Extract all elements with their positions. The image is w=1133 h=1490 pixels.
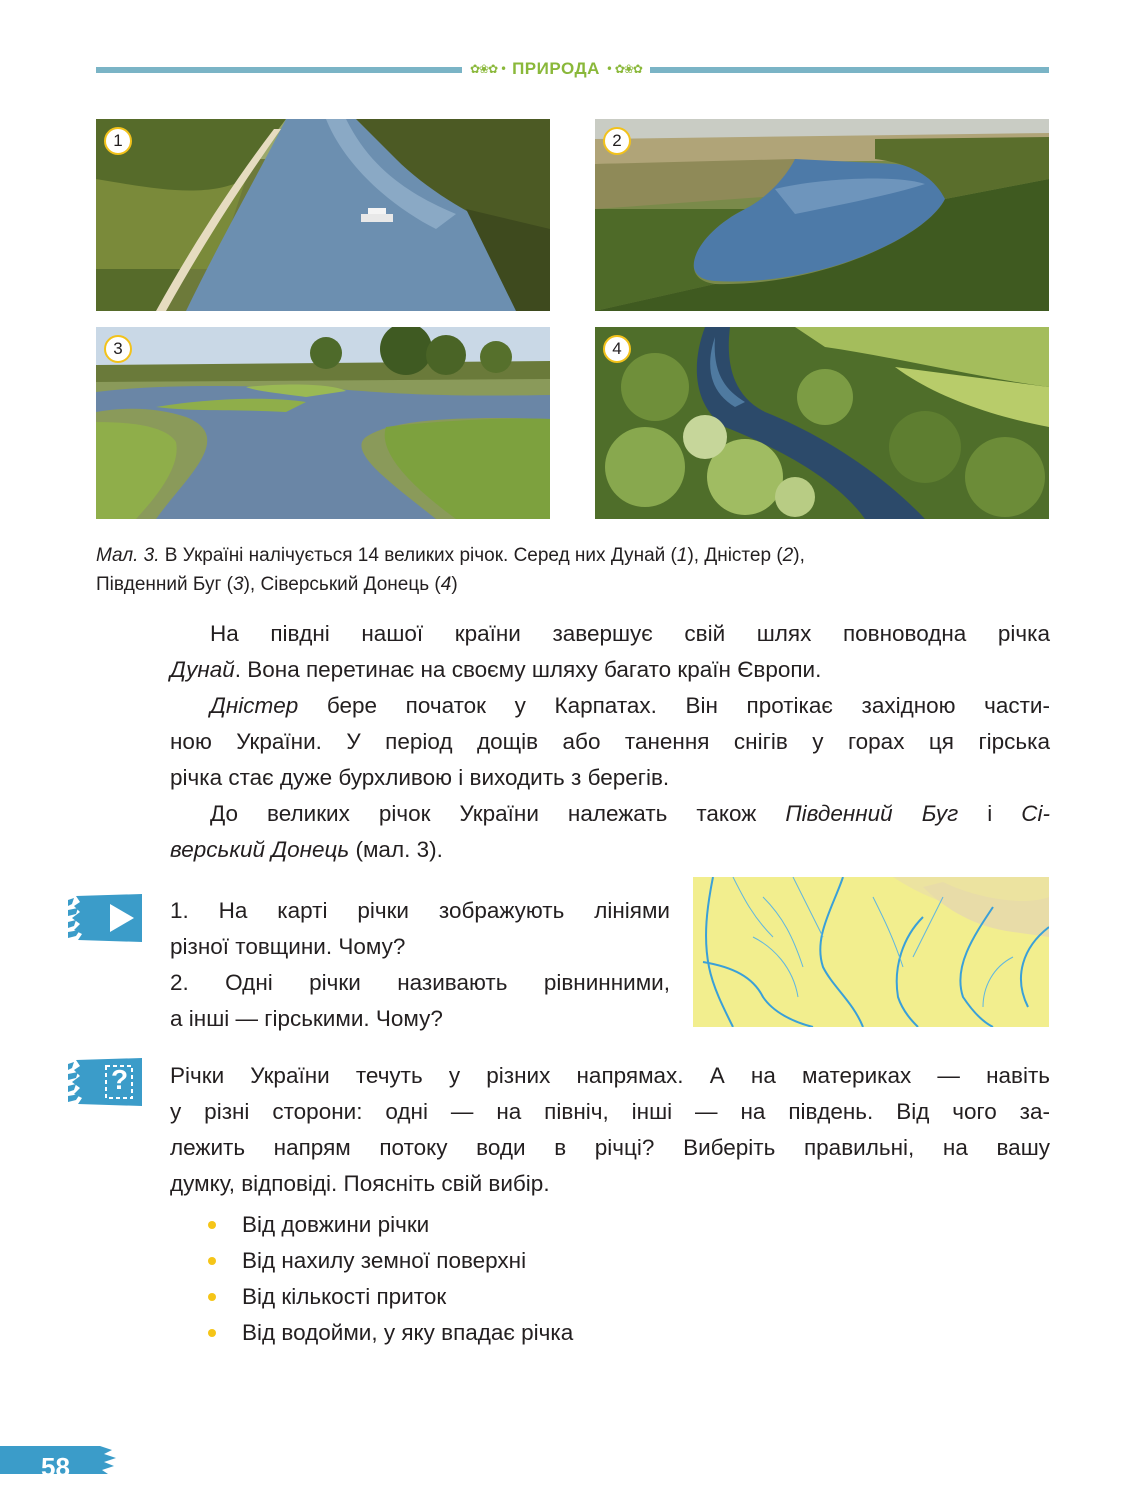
bullet-icon bbox=[208, 1221, 216, 1229]
questions-block bbox=[170, 893, 670, 1037]
task-text bbox=[170, 1058, 1050, 1202]
figure-caption bbox=[96, 541, 1046, 599]
photo-number-badge: 4 bbox=[603, 335, 631, 363]
caption-text: ), Сіверський Донець ( bbox=[243, 574, 441, 595]
answer-option-text: Від нахилу земної поверхні bbox=[242, 1248, 527, 1273]
paragraph-rivers-line1 bbox=[170, 796, 1050, 832]
answer-option bbox=[208, 1207, 573, 1243]
bullet-icon bbox=[208, 1257, 216, 1265]
answer-option bbox=[208, 1243, 573, 1279]
bullet-icon bbox=[208, 1293, 216, 1301]
paragraph-text: . Вона перетинає на своєму шляху багато країн Європи. bbox=[234, 657, 822, 682]
answer-option-text: Від водойми, у яку впадає річка bbox=[242, 1320, 574, 1345]
section-header bbox=[462, 55, 650, 83]
ornament-icon: • ✿❀✿ bbox=[605, 62, 642, 76]
photo-danube bbox=[96, 119, 550, 311]
caption-ref: 3 bbox=[233, 574, 244, 595]
paragraph-danube-line1: На півдні нашої країни завершує свій шлях повноводна річка bbox=[210, 621, 1050, 646]
caption-text: В Україні налічується 14 великих річок. Серед них Дунай ( bbox=[159, 545, 677, 566]
answer-option bbox=[208, 1279, 573, 1315]
photo-number-badge: 2 bbox=[603, 127, 631, 155]
task-line3: лежить напрям потоку води в річці? Виберіть правильні, на вашу bbox=[170, 1135, 1050, 1160]
page-number: 58 bbox=[41, 1452, 70, 1482]
caption-ref: 4 bbox=[440, 574, 452, 595]
question-mark: ? bbox=[111, 1064, 129, 1095]
river-name: Південний Буг bbox=[785, 801, 959, 826]
photo-dniester bbox=[595, 119, 1049, 311]
question-1-line2: різної товщини. Чому? bbox=[170, 934, 406, 959]
caption-text: ), bbox=[793, 545, 805, 566]
photo-number-badge: 3 bbox=[104, 335, 132, 363]
question-2-line2: а інші — гірськими. Чому? bbox=[170, 1006, 443, 1031]
caption-label: Мал. 3. bbox=[96, 545, 160, 566]
paragraph-text: і bbox=[958, 801, 1022, 826]
paragraph-text: бере початок у Карпатах. Він протікає західною части- bbox=[298, 693, 1050, 718]
answer-option-text: Від довжини річки bbox=[242, 1212, 430, 1237]
caption-text: ), Дністер ( bbox=[687, 545, 783, 566]
photo-siverskyi-donets bbox=[595, 327, 1049, 519]
answer-options bbox=[208, 1207, 573, 1351]
task-line2: у різні сторони: одні — на північ, інші — на південь. Від чого за- bbox=[170, 1099, 1050, 1124]
paragraph-rivers-line2 bbox=[170, 832, 1050, 868]
question-1-line1: 1. На карті річки зображують лініями bbox=[170, 898, 670, 923]
paragraph-dniester-line1 bbox=[170, 688, 1050, 724]
paragraph-dniester-line2: ною України. У період дощів або танення снігів у горах ця гірська bbox=[170, 729, 1050, 754]
question-2-line1: 2. Одні річки називають рівнинними, bbox=[170, 970, 670, 995]
caption-ref: 1 bbox=[676, 545, 688, 566]
bullet-icon bbox=[208, 1329, 216, 1337]
caption-text: ) bbox=[451, 574, 458, 595]
river-map bbox=[693, 877, 1049, 1027]
ornament-icon: ✿❀✿ • bbox=[470, 62, 507, 76]
photo-number-badge: 1 bbox=[104, 127, 132, 155]
caption-text: Південний Буг ( bbox=[96, 574, 233, 595]
paragraph-text: До великих річок України належать також bbox=[210, 801, 786, 826]
play-arrow-icon bbox=[68, 894, 142, 942]
paragraph-danube-line2 bbox=[170, 652, 1050, 688]
answer-option bbox=[208, 1315, 573, 1351]
river-name: Сі- bbox=[1021, 801, 1050, 826]
main-text bbox=[170, 616, 1050, 868]
task-line1: Річки України течуть у різних напрямах. А на материках — навіть bbox=[170, 1063, 1050, 1088]
section-title: ПРИРОДА bbox=[512, 59, 600, 78]
river-name: верський Донець bbox=[170, 837, 350, 862]
river-name: Дністер bbox=[210, 693, 299, 718]
question-box-icon bbox=[68, 1058, 142, 1106]
caption-ref: 2 bbox=[782, 545, 794, 566]
paragraph-text: (мал. 3). bbox=[349, 837, 443, 862]
paragraph-dniester-line3: річка стає дуже бурхливою і виходить з берегів. bbox=[170, 765, 670, 790]
answer-option-text: Від кількості приток bbox=[242, 1284, 447, 1309]
photo-southern-bug bbox=[96, 327, 550, 519]
task-line4: думку, відповіді. Поясніть свій вибір. bbox=[170, 1171, 550, 1196]
river-name: Дунай bbox=[170, 657, 235, 682]
